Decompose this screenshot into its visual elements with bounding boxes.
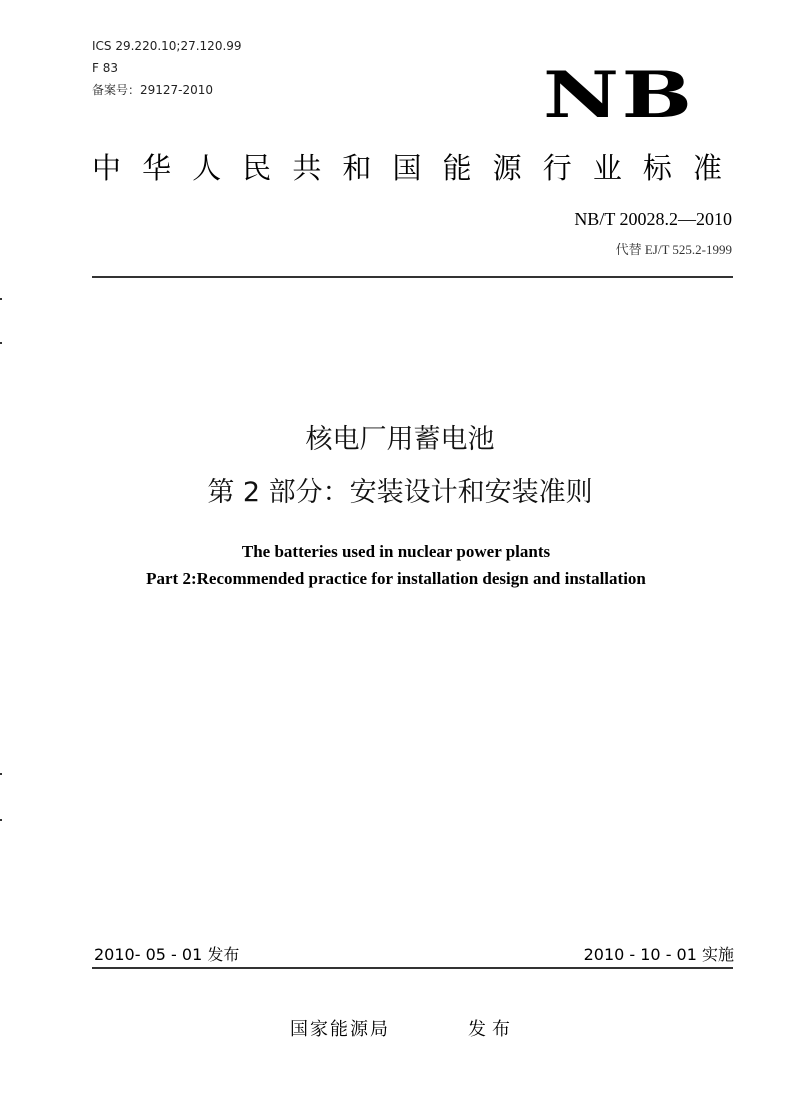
header-divider xyxy=(92,276,733,278)
issue-date: 2010- 05 - 01 发布 xyxy=(94,945,240,964)
classification-block xyxy=(92,35,242,101)
title-english-line2: Part 2:Recommended practice for installation design and installation xyxy=(146,569,646,588)
scan-mark xyxy=(0,298,2,300)
title-chinese-line2: 第 2 部分：安装设计和安装准则 xyxy=(207,477,593,508)
industry-standard-title: 中华人民共和国能源行业标准 xyxy=(92,151,722,185)
title-english-line1: The batteries used in nuclear power plants xyxy=(241,542,551,561)
ics-code: ICS 29.220.10;27.120.99 xyxy=(92,39,242,53)
nb-logo: NB xyxy=(543,58,695,133)
ccs-code: F 83 xyxy=(92,61,118,75)
scan-mark xyxy=(0,819,2,821)
implementation-date: 2010 - 10 - 01 实施 xyxy=(583,945,734,964)
filing-number: 备案号：29127-2010 xyxy=(92,83,214,97)
publish-label: 发布 xyxy=(468,1019,516,1040)
date-divider xyxy=(92,967,733,969)
standard-number: NB/T 20028.2—2010 xyxy=(574,209,732,229)
publisher-name: 国家能源局 xyxy=(290,1019,390,1040)
title-chinese-line1: 核电厂用蓄电池 xyxy=(305,424,495,455)
scan-mark xyxy=(0,342,2,344)
scan-mark xyxy=(0,773,2,775)
replaces-standard: 代替 EJ/T 525.2-1999 xyxy=(615,242,732,257)
